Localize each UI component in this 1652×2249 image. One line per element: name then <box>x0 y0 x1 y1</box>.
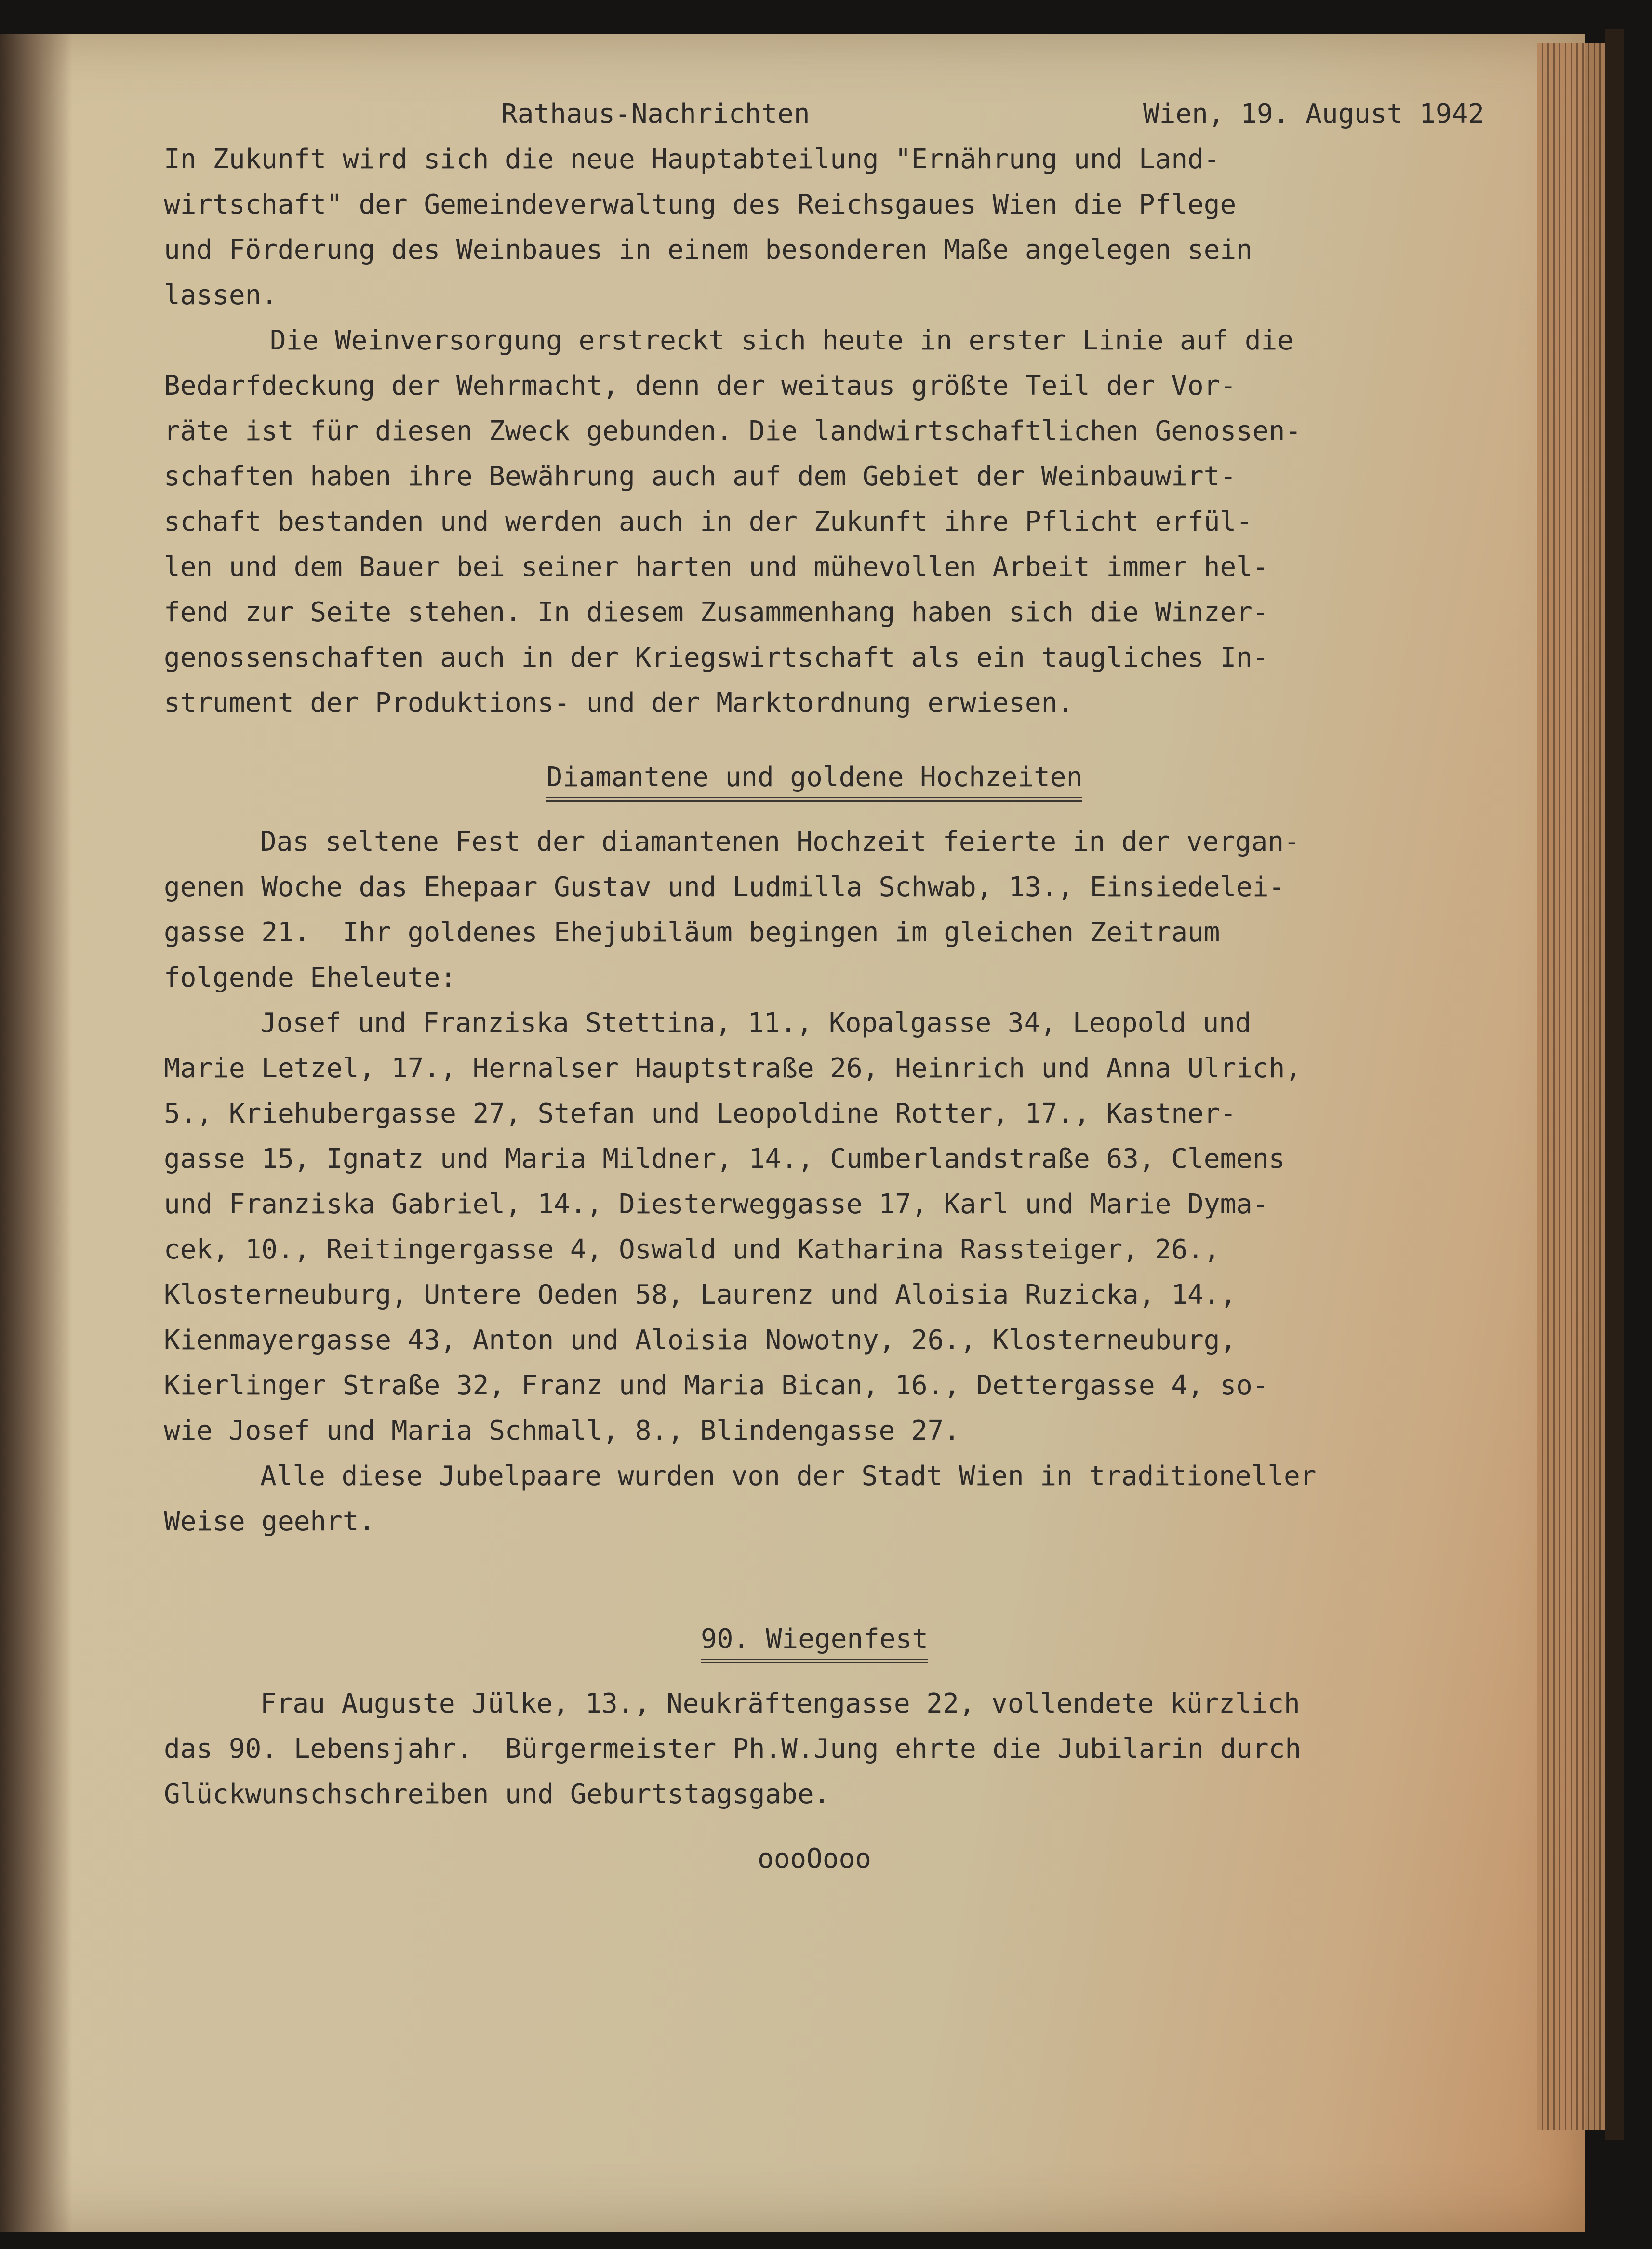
text-line: Kienmayergasse 43, Anton und Aloisia Nowotny, 26., Klosterneuburg, <box>164 1325 1237 1356</box>
text-line: strument der Produktions- und der Marktordnung erwiesen. <box>164 687 1074 719</box>
text-line: und Förderung des Weinbaues in einem besonderen Maße angelegen sein <box>164 234 1252 266</box>
text-line: Das seltene Fest der diamantenen Hochzeit feierte in der vergan- <box>260 826 1300 857</box>
section-title: 90. Wiegenfest <box>701 1620 928 1663</box>
spacer <box>164 800 1547 819</box>
publication-date: Wien, 19. August 1942 <box>1143 98 1484 130</box>
text-line: In Zukunft wird sich die neue Hauptabteilung "Ernährung und Land- <box>164 144 1220 175</box>
text-line: fend zur Seite stehen. In diesem Zusammenhang haben sich die Winzer- <box>164 597 1269 628</box>
publication-title: Rathaus-Nachrichten <box>501 98 810 130</box>
text-line: Marie Letzel, 17., Hernalser Hauptstraße 26, Heinrich und Anna Ulrich, <box>164 1053 1302 1084</box>
text-line: das 90. Lebensjahr. Bürgermeister Ph.W.Jung ehrte die Jubilarin durch <box>164 1733 1302 1765</box>
weddings-paragraph-2 <box>164 1001 1547 1454</box>
book-gutter-shadow <box>0 34 72 2232</box>
section-heading-birthday <box>164 1617 1465 1662</box>
typewritten-text <box>164 92 1547 1882</box>
text-line: Glückwunschschreiben und Geburtstagsgabe. <box>164 1779 830 1810</box>
section-heading-weddings <box>164 755 1465 800</box>
text-line: genen Woche das Ehepaar Gustav und Ludmilla Schwab, 13., Einsiedelei- <box>164 871 1285 903</box>
weddings-paragraph-1 <box>164 819 1547 1001</box>
text-line: 5., Kriehubergasse 27, Stefan und Leopoldine Rotter, 17., Kastner- <box>164 1098 1237 1129</box>
text-line: len und dem Bauer bei seiner harten und mühevollen Arbeit immer hel- <box>164 551 1269 583</box>
text-line: lassen. <box>164 280 278 311</box>
text-line: gasse 15, Ignatz und Maria Mildner, 14., Cumberlandstraße 63, Clemens <box>164 1143 1285 1175</box>
text-line: Alle diese Jubelpaare wurden von der Stadt Wien in traditioneller <box>260 1460 1317 1492</box>
text-line: genossenschaften auch in der Kriegswirtschaft als ein taugliches In- <box>164 642 1269 673</box>
weddings-paragraph-3 <box>164 1454 1547 1544</box>
spacer <box>164 1662 1547 1681</box>
text-line: Frau Auguste Jülke, 13., Neukräftengasse 22, vollendete kürzlich <box>260 1688 1300 1719</box>
text-line: Bedarfdeckung der Wehrmacht, denn der weitaus größte Teil der Vor- <box>164 370 1237 402</box>
text-line: Weise geehrt. <box>164 1506 375 1537</box>
wine-paragraph <box>164 318 1547 726</box>
end-ornament: oooOooo <box>757 1843 871 1874</box>
text-line: wie Josef und Maria Schmall, 8., Blindengasse 27. <box>164 1415 960 1446</box>
text-line: schaft bestanden und werden auch in der Zukunft ihre Pflicht erfül- <box>164 506 1252 537</box>
text-line: Die Weinversorgung erstreckt sich heute in erster Linie auf die <box>270 325 1294 356</box>
text-line: und Franziska Gabriel, 14., Diesterweggasse 17, Karl und Marie Dyma- <box>164 1189 1269 1220</box>
text-line: räte ist für diesen Zweck gebunden. Die landwirtschaftlichen Genossen- <box>164 415 1302 447</box>
text-line: Klosterneuburg, Untere Oeden 58, Laurenz und Aloisia Ruzicka, 14., <box>164 1279 1237 1311</box>
page-header <box>501 92 1484 137</box>
text-line: Kierlinger Straße 32, Franz und Maria Bican, 16., Dettergasse 4, so- <box>164 1370 1269 1401</box>
book-cover-edge <box>1605 29 1624 2140</box>
intro-paragraph <box>164 137 1547 318</box>
spacer <box>164 1544 1547 1588</box>
section-title: Diamantene und goldene Hochzeiten <box>546 758 1083 802</box>
birthday-paragraph <box>164 1681 1547 1817</box>
text-line: Josef und Franziska Stettina, 11., Kopalgasse 34, Leopold und <box>260 1007 1252 1039</box>
text-line: wirtschaft" der Gemeindeverwaltung des Reichsgaues Wien die Pflege <box>164 189 1237 220</box>
text-line: schaften haben ihre Bewährung auch auf dem Gebiet der Weinbauwirt- <box>164 461 1237 492</box>
text-line: cek, 10., Reitingergasse 4, Oswald und Katharina Rassteiger, 26., <box>164 1234 1220 1265</box>
text-line: folgende Eheleute: <box>164 962 456 993</box>
text-line: gasse 21. Ihr goldenes Ehejubiläum begingen im gleichen Zeitraum <box>164 917 1220 948</box>
page-stack-edge <box>1537 43 1610 2130</box>
